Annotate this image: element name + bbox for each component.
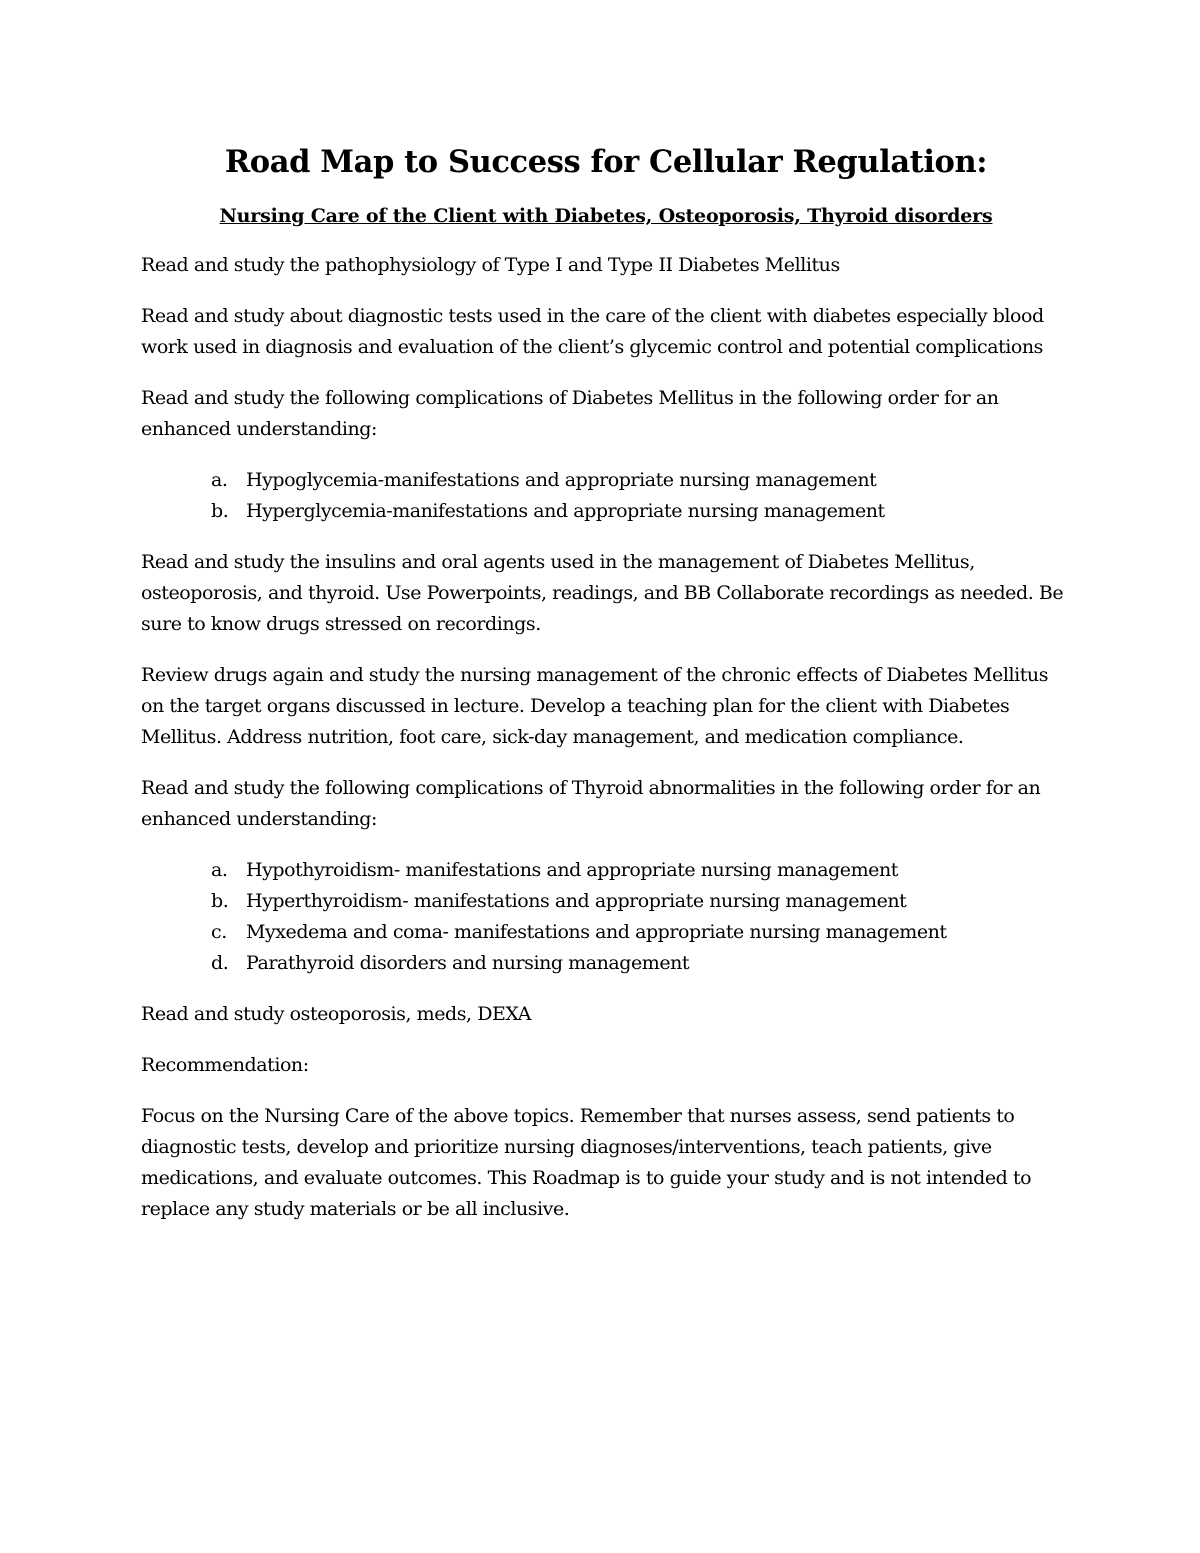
list-item-text: Hypothyroidism- manifestations and appropriate nursing management xyxy=(246,859,898,881)
list-item xyxy=(141,855,1071,886)
list-item xyxy=(141,886,1071,917)
paragraph-osteoporosis: Read and study osteoporosis, meds, DEXA xyxy=(141,1003,532,1025)
document-content xyxy=(141,140,1071,1225)
list-marker: b. xyxy=(211,890,229,912)
list-item-text: Parathyroid disorders and nursing management xyxy=(246,952,690,974)
paragraph-insulins: Read and study the insulins and oral agents used in the management of Diabetes Mellitus, osteoporosis, and thyroid. Use Powerpoints, readings, and BB Collaborate recordings as needed. Be sure to know drugs stressed on recordings. xyxy=(141,551,1064,635)
thyroid-complications-list xyxy=(141,855,1071,979)
list-marker: d. xyxy=(211,952,229,974)
list-item xyxy=(141,496,1071,527)
list-marker: c. xyxy=(211,921,227,943)
list-marker: a. xyxy=(211,859,228,881)
paragraph-diabetes-complications: Read and study the following complications of Diabetes Mellitus in the following order for an enhanced understanding: xyxy=(141,387,999,440)
list-item xyxy=(141,948,1071,979)
list-item-text: Hyperthyroidism- manifestations and appropriate nursing management xyxy=(246,890,907,912)
paragraph-diagnostic-tests: Read and study about diagnostic tests used in the care of the client with diabetes especially blood work used in diagnosis and evaluation of the client’s glycemic control and potential complications xyxy=(141,305,1044,358)
list-item xyxy=(141,465,1071,496)
paragraph-recommendation: Focus on the Nursing Care of the above topics. Remember that nurses assess, send patients to diagnostic tests, develop and prioritize nursing diagnoses/interventions, teach patients, give medications, and evaluate outcomes. This Roadmap is to guide your study and is not intended to replace any study materials or be all inclusive. xyxy=(141,1105,1032,1220)
paragraph-review-drugs: Review drugs again and study the nursing management of the chronic effects of Diabetes Mellitus on the target organs discussed in lecture. Develop a teaching plan for the client with Diabetes Mellitus. Address nutrition, foot care, sick-day management, and medication compliance. xyxy=(141,664,1049,748)
list-item-text: Hypoglycemia-manifestations and appropriate nursing management xyxy=(246,469,877,491)
list-item xyxy=(141,917,1071,948)
list-item-text: Myxedema and coma- manifestations and appropriate nursing management xyxy=(246,921,947,943)
document-title: Road Map to Success for Cellular Regulation: xyxy=(224,144,988,180)
list-marker: a. xyxy=(211,469,228,491)
paragraph-thyroid-complications: Read and study the following complications of Thyroid abnormalities in the following order for an enhanced understanding: xyxy=(141,777,1041,830)
diabetes-complications-list xyxy=(141,465,1071,527)
paragraph-pathophysiology: Read and study the pathophysiology of Type I and Type II Diabetes Mellitus xyxy=(141,254,840,276)
recommendation-heading: Recommendation: xyxy=(141,1054,309,1076)
list-item-text: Hyperglycemia-manifestations and appropriate nursing management xyxy=(246,500,885,522)
list-marker: b. xyxy=(211,500,229,522)
document-subtitle: Nursing Care of the Client with Diabetes, Osteoporosis, Thyroid disorders xyxy=(219,205,993,227)
